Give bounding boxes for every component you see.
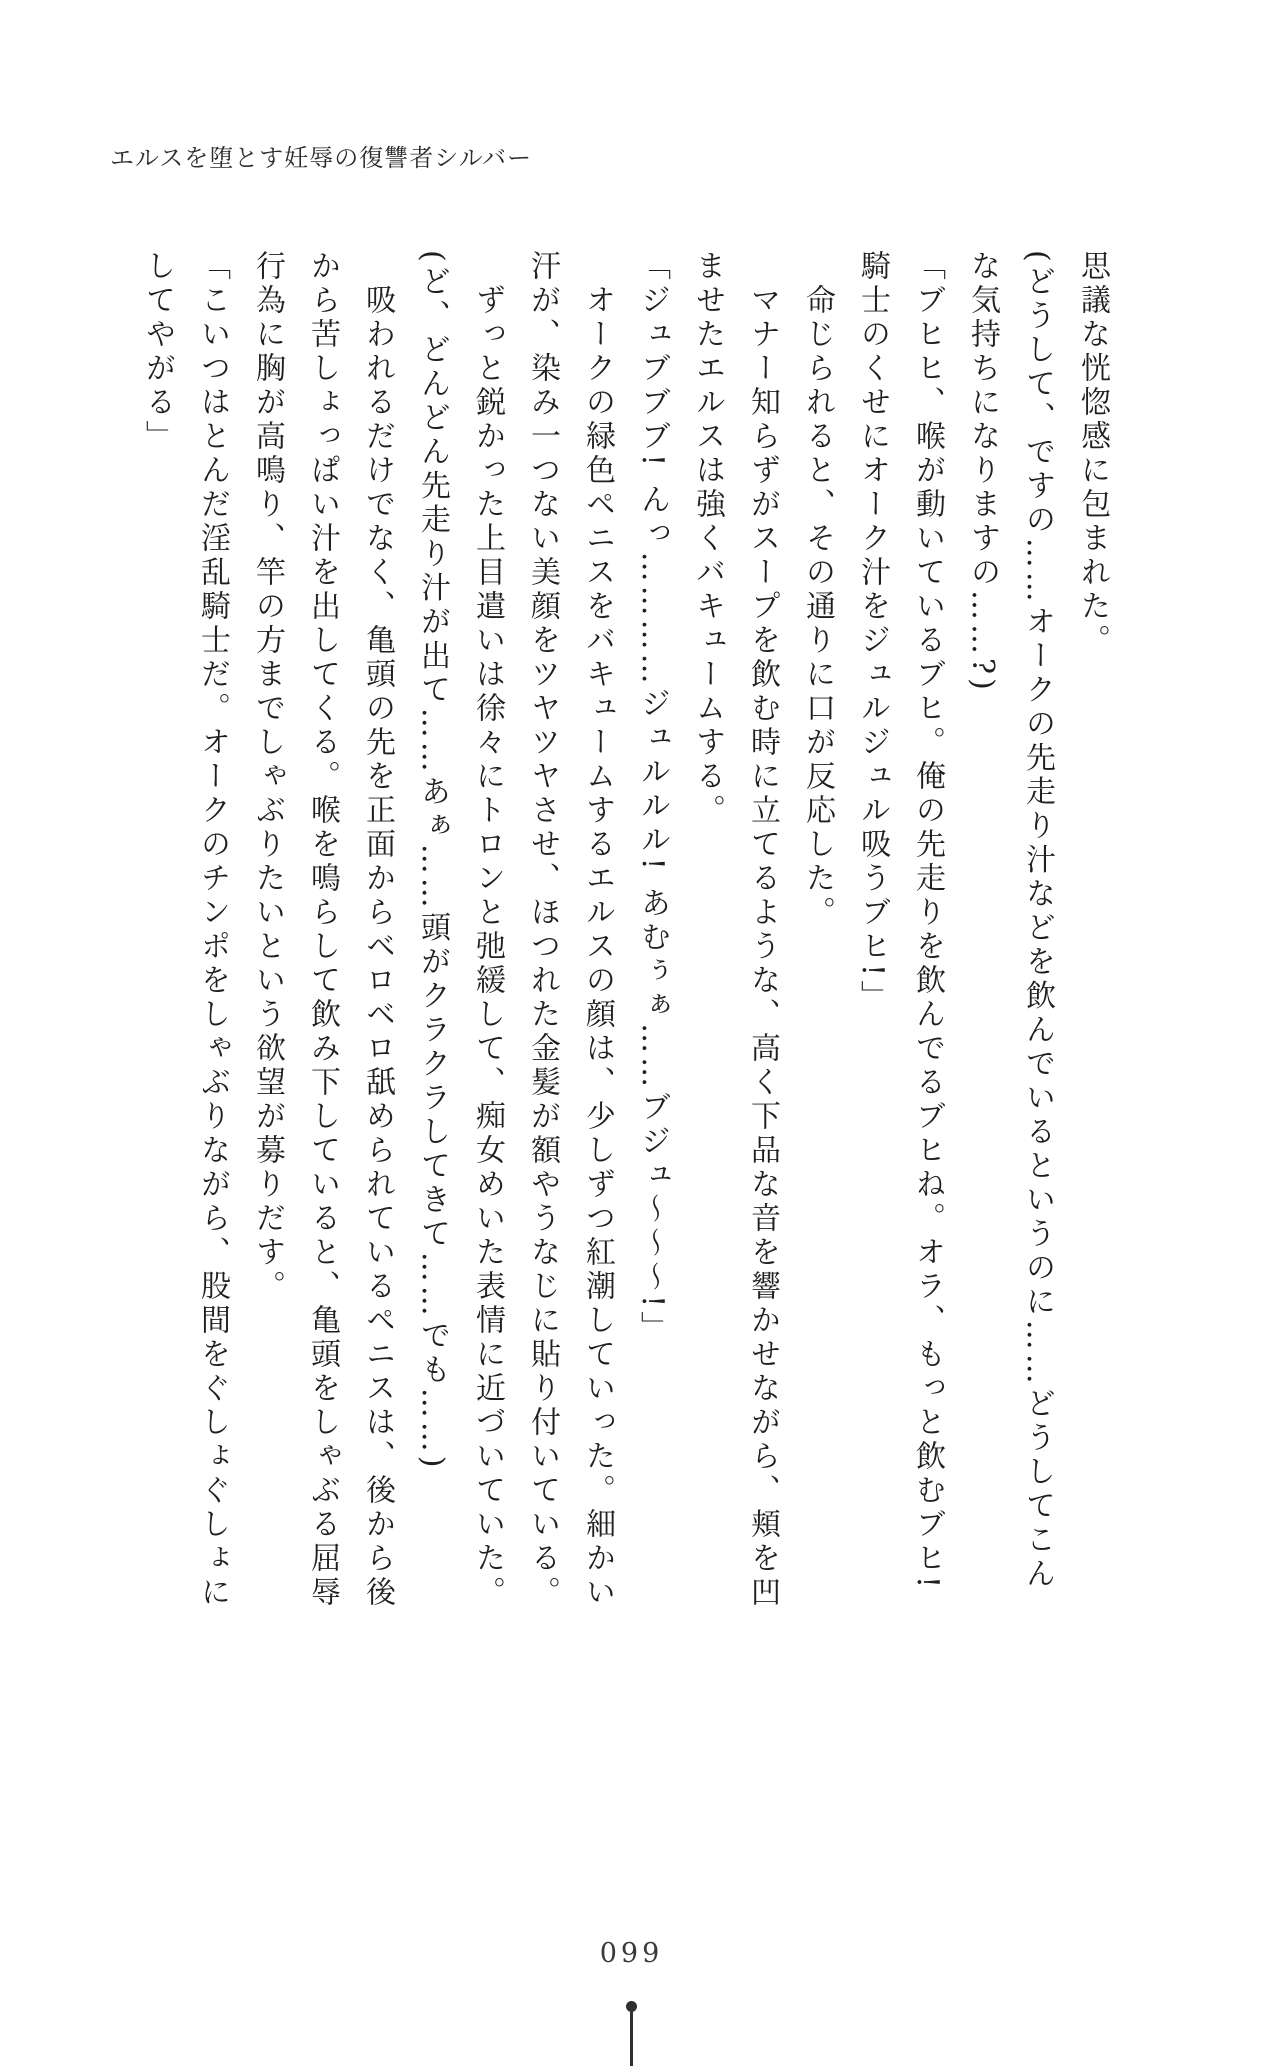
text-column: 「ブヒヒ、喉が動いているブヒ。俺の先走りを飲んでるブヒね。オラ、もっと飲むブヒ! (910, 250, 945, 1593)
main-text-block (130, 250, 1120, 1650)
text-column: 「ジュブブブ! んっ…………ジュルルル! あむぅぁ……ブジュ〜〜〜!」 (635, 250, 670, 1346)
footer-ornament-dot (626, 2001, 637, 2012)
text-column: 騎士のくせにオーク汁をジュルジュル吸うブヒ!」 (855, 250, 890, 1015)
text-column: ずっと鋭かった上目遣いは徐々にトロンと弛緩して、痴女めいた表情に近づいていた。 (470, 284, 505, 1610)
text-column: 命じられると、その通りに口が反応した。 (800, 284, 835, 930)
text-column: (ど、どんどん先走り汁が出て……あぁ……頭がクラクラしてきて……でも……) (415, 250, 450, 1472)
text-column: (どうして、ですの……オークの先走り汁などを飲んでいるというのに……どうしてこん (1020, 250, 1055, 1592)
footer-ornament-line (630, 2012, 633, 2066)
text-column: してやがる」 (140, 250, 175, 454)
text-column: 吸われるだけでなく、亀頭の先を正面からベロベロ舐められているペニスは、後から後 (360, 284, 395, 1610)
text-column: マナー知らずがスープを飲む時に立てるような、高く下品な音を響かせながら、頬を凹 (745, 284, 780, 1610)
text-column: オークの緑色ペニスをバキュームするエルスの顔は、少しずつ紅潮していった。細かい (580, 284, 615, 1610)
text-column: 行為に胸が高鳴り、竿の方までしゃぶりたいという欲望が募りだす。 (250, 250, 285, 1304)
text-column: 汗が、染み一つない美顔をツヤツヤさせ、ほつれた金髪が額やうなじに貼り付いている。 (525, 250, 560, 1610)
text-column: 「こいつはとんだ淫乱騎士だ。オークのチンポをしゃぶりながら、股間をぐしょぐしょに (195, 250, 230, 1610)
page-number: 099 (599, 1938, 664, 1969)
text-column: 思議な恍惚感に包まれた。 (1075, 250, 1110, 658)
text-column: な気持ちになりますの……?) (965, 250, 1000, 694)
running-head-title: エルスを堕とす妊辱の復讐者シルバー (110, 144, 532, 172)
text-column: から苦しょっぱい汁を出してくる。喉を鳴らして飲み下していると、亀頭をしゃぶる屈辱 (305, 250, 340, 1610)
text-column: ませたエルスは強くバキュームする。 (690, 250, 725, 828)
